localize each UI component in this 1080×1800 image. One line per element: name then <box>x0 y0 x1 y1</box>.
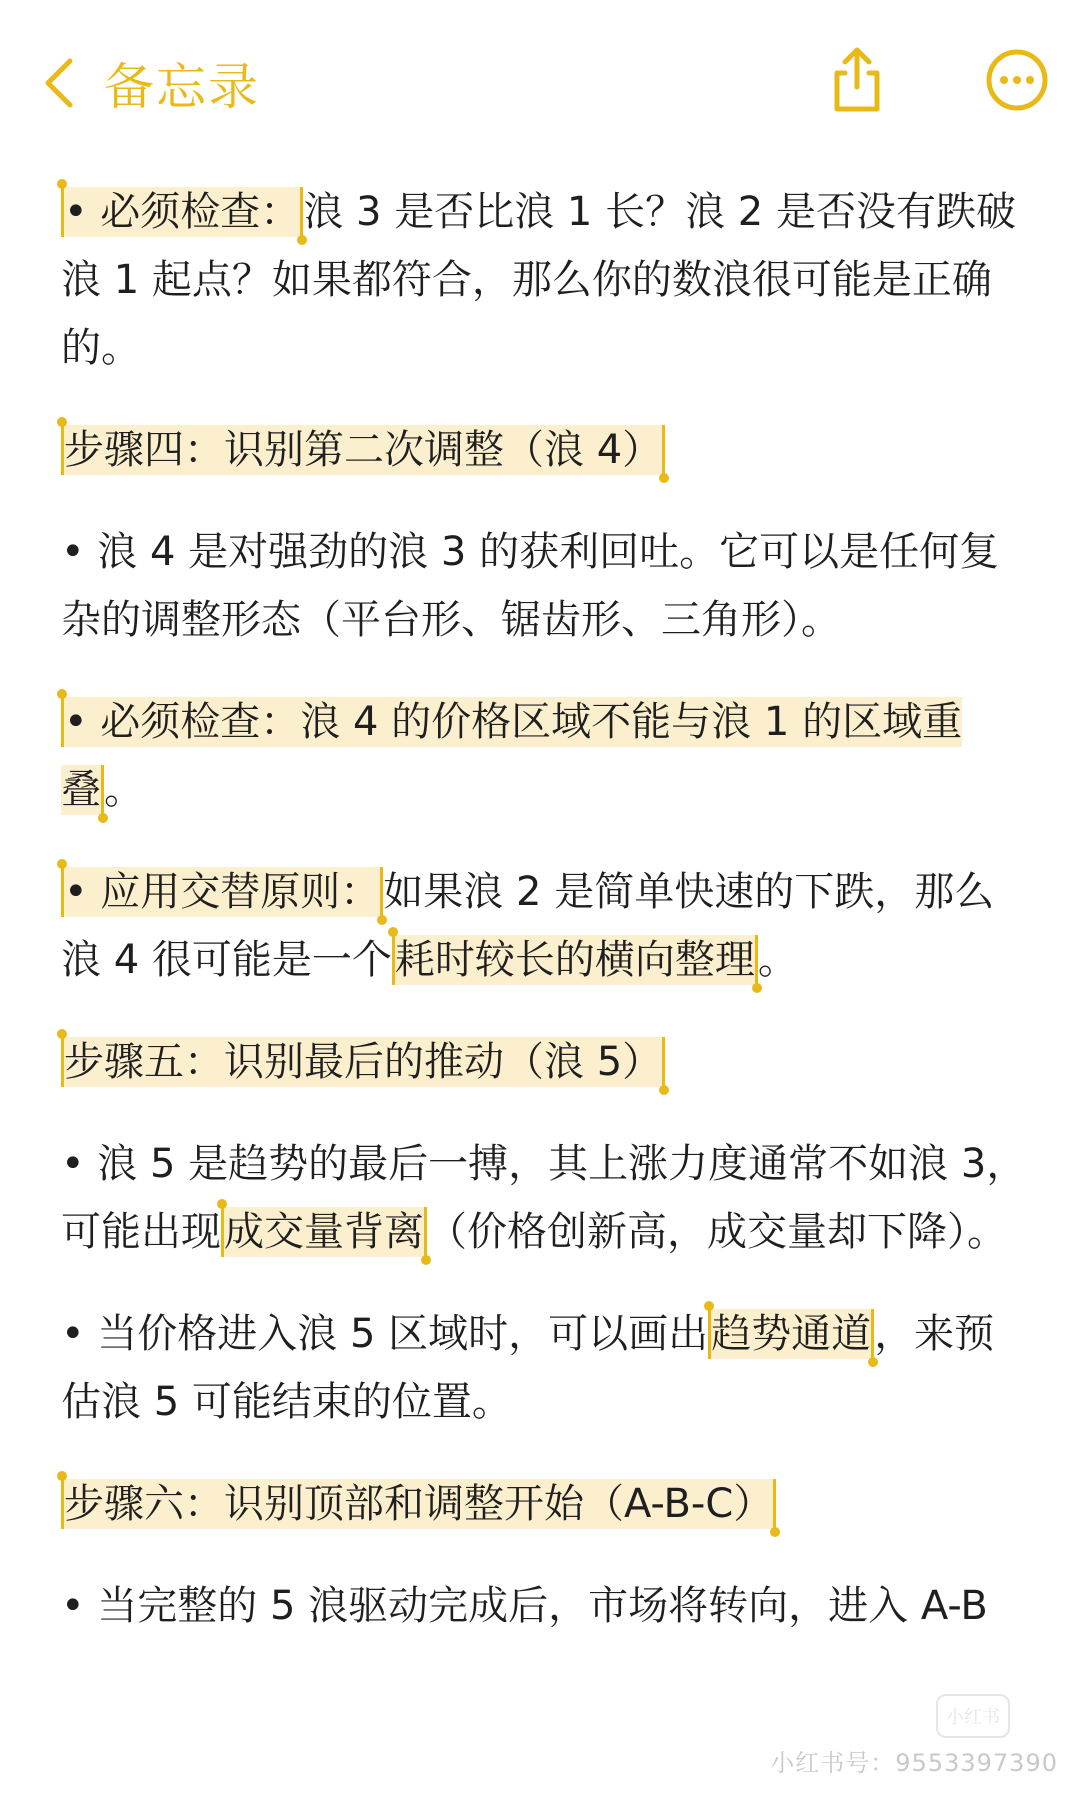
paragraph-text: • 当价格进入浪 5 区域时，可以画出 <box>61 1311 709 1357</box>
selected-heading: 步骤六：识别顶部和调整开始（A-B-C） <box>61 1479 776 1529</box>
paragraph-text: • 当完整的 5 浪驱动完成后，市场将转向，进入 A-B <box>61 1583 988 1629</box>
paragraph-text: （价格创新高，成交量却下降）。 <box>427 1209 1007 1255</box>
step-heading-4 <box>61 416 1029 484</box>
back-button[interactable] <box>40 48 260 118</box>
paragraph-text: ，来预估浪 5 可能结束的位置。 <box>61 1311 995 1425</box>
share-icon <box>827 45 887 119</box>
selected-text: 成交量背离 <box>221 1207 427 1257</box>
selected-heading: 步骤四：识别第二次调整（浪 4） <box>61 425 665 475</box>
paragraph-text: 如果浪 2 是简单快速的下跌，那么浪 4 很可能是一个 <box>61 869 995 983</box>
navigation-bar <box>0 0 1080 170</box>
back-label: 备忘录 <box>104 58 260 116</box>
share-button[interactable] <box>815 40 899 124</box>
selected-heading: 步骤五：识别最后的推动（浪 5） <box>61 1037 665 1087</box>
more-icon <box>984 47 1050 117</box>
watermark-logo: 小红书 <box>936 1694 1010 1738</box>
step-heading-5 <box>61 1028 1029 1096</box>
paragraph-text: • 浪 4 是对强劲的浪 3 的获利回吐。它可以是任何复杂的调整形态（平台形、锯齿形、三角形）。 <box>61 529 1000 643</box>
selected-text: 趋势通道 <box>708 1309 874 1359</box>
wave4-paragraph <box>61 518 1029 654</box>
chevron-left-icon <box>40 48 92 118</box>
selected-text: • 必须检查：浪 4 的价格区域不能与浪 1 的区域重叠 <box>61 699 963 813</box>
step-heading-6 <box>61 1470 1029 1538</box>
alternation-paragraph <box>61 858 1029 994</box>
wave5-paragraph <box>61 1130 1029 1266</box>
paragraph-text: 。 <box>104 767 144 813</box>
channel-paragraph <box>61 1300 1029 1436</box>
paragraph-text: 。 <box>757 937 798 983</box>
selected-text: • 应用交替原则： <box>61 867 383 917</box>
check-paragraph-1 <box>61 178 1029 382</box>
paragraph-text: 浪 3 是否比浪 1 长？浪 2 是否没有跌破浪 1 起点？如果都符合，那么你的数浪很可能是正确的。 <box>61 189 1016 371</box>
paragraph-text: • 浪 5 是趋势的最后一搏，其上涨力度通常不如浪 3，可能出现 <box>61 1141 1027 1255</box>
watermark-text: 小红书号：9553397390 <box>770 1749 1058 1777</box>
note-body[interactable] <box>61 178 1029 1674</box>
abc-paragraph <box>61 1572 1029 1640</box>
check-paragraph-2 <box>61 688 1029 824</box>
selected-text: • 必须检查： <box>61 187 303 237</box>
selected-text: 耗时较长的横向整理 <box>392 935 758 985</box>
more-button[interactable] <box>975 40 1059 124</box>
